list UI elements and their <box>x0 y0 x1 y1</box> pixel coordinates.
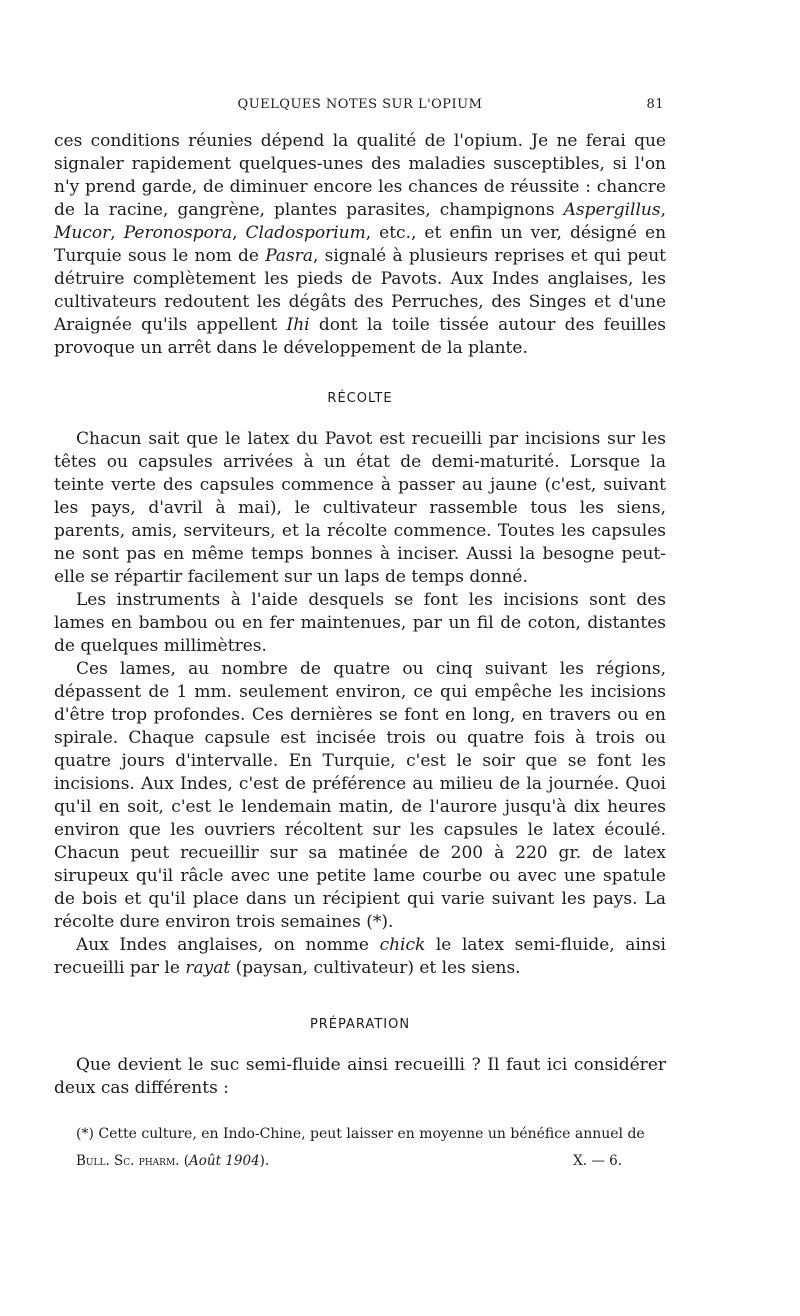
paragraph-maladies: ces conditions réunies dépend la qualité de l'opium. Je ne ferai que signaler rapidement quelques-unes des maladies susceptibles, si l'on n'y prend garde, de diminuer encore les chances de réussite : chancre de la racine, gangrène, plantes parasites, champignons Aspergillus, Mucor, Peronospora, Cladosporium, etc., et enfin un ver, désigné en Turquie sous le nom de Pasra, signalé à plusieurs reprises et qui peut détruire complètement les pieds de Pavots. Aux Indes anglaises, les cultivateurs redoutent les dégâts des Perruches, des Singes et d'une Araignée qu'ils appellent Ihi dont la toile tissée autour des feuilles provoque un arrêt dans le développement de la plante. <box>54 131 667 358</box>
paragraph-recolte-3: Ces lames, au nombre de quatre ou cinq suivant les régions, dépassent de 1 mm. seulement environ, ce qui empêche les incisions d'être trop profondes. Ces dernières se font en long, en travers ou en spirale. Chaque capsule est incisée trois ou quatre fois à trois ou quatre jours d'intervalle. En Turquie, c'est le soir que se font les incisions. Aux Indes, c'est de préférence au milieu de la journée. Quoi qu'il en soit, c'est le lendemain matin, de l'aurore jusqu'à dix heures environ que les ouvriers récoltent sur les capsules le latex écoulé. Chacun peut recueillir sur sa matinée de 200 à 220 gr. de latex sirupeux qu'il râcle avec une petite lame courbe ou avec une spatule de bois et qu'il place dans un récipient qui varie suivant les pays. La récolte dure environ trois semaines (*). <box>54 659 666 932</box>
preparation-text-block <box>54 1054 666 1100</box>
italic-term: Cladosporium <box>245 223 366 243</box>
italic-term: Pasra <box>265 246 313 266</box>
recolte-text-block <box>54 428 666 980</box>
opening-text-block <box>54 130 666 360</box>
paragraph-recolte-4: Aux Indes anglaises, on nomme chick le latex semi-fluide, ainsi recueilli par le rayat (paysan, cultivateur) et les siens. <box>54 935 666 978</box>
footnote-text: Cette culture, en Indo-Chine, peut laisser en moyenne un bénéfice annuel de <box>98 1126 645 1142</box>
footnote-marker: (*) <box>76 1126 99 1142</box>
journal-citation: Bull. Sc. pharm. (Août 1904). <box>76 1153 270 1169</box>
footnote <box>76 1124 666 1144</box>
section-title-recolte: RÉCOLTE <box>327 391 393 406</box>
section-title-preparation: PRÉPARATION <box>309 1017 411 1032</box>
signature-mark: X. — 6. <box>573 1153 622 1169</box>
italic-term: Mucor <box>54 223 111 243</box>
italic-term: rayat <box>185 958 231 978</box>
running-title: QUELQUES NOTES SUR L'OPIUM <box>237 97 483 112</box>
italic-term: Peronospora <box>123 223 233 243</box>
page-footer <box>76 1153 666 1173</box>
paragraph-recolte-1: Chacun sait que le latex du Pavot est recueilli par incisions sur les têtes ou capsules arrivées à un état de demi-maturité. Lorsque la teinte verte des capsules commence à passer au jaune (c'est, suivant les pays, d'avril à mai), le cultivateur rassemble tous les siens, parents, amis, serviteurs, et la récolte commence. Toutes les capsules ne sont pas en même temps bonnes à inciser. Aussi la besogne peut-elle se répartir facilement sur un laps de temps donné. <box>54 429 666 587</box>
page-number: 81 <box>646 97 664 112</box>
italic-term: Aspergillus <box>563 200 661 220</box>
journal-name: Bull. Sc. pharm. <box>76 1153 180 1169</box>
journal-date: Août 1904 <box>189 1153 260 1169</box>
paragraph-recolte-2: Les instruments à l'aide desquels se font les incisions sont des lames en bambou ou en fer maintenues, par un fil de coton, distantes de quelques millimètres. <box>54 590 666 656</box>
running-head <box>54 97 666 117</box>
paragraph-preparation-1: Que devient le suc semi-fluide ainsi recueilli ? Il faut ici considérer deux cas différents : <box>54 1055 666 1098</box>
italic-term: chick <box>379 935 426 955</box>
italic-term: Ihi <box>286 315 310 335</box>
